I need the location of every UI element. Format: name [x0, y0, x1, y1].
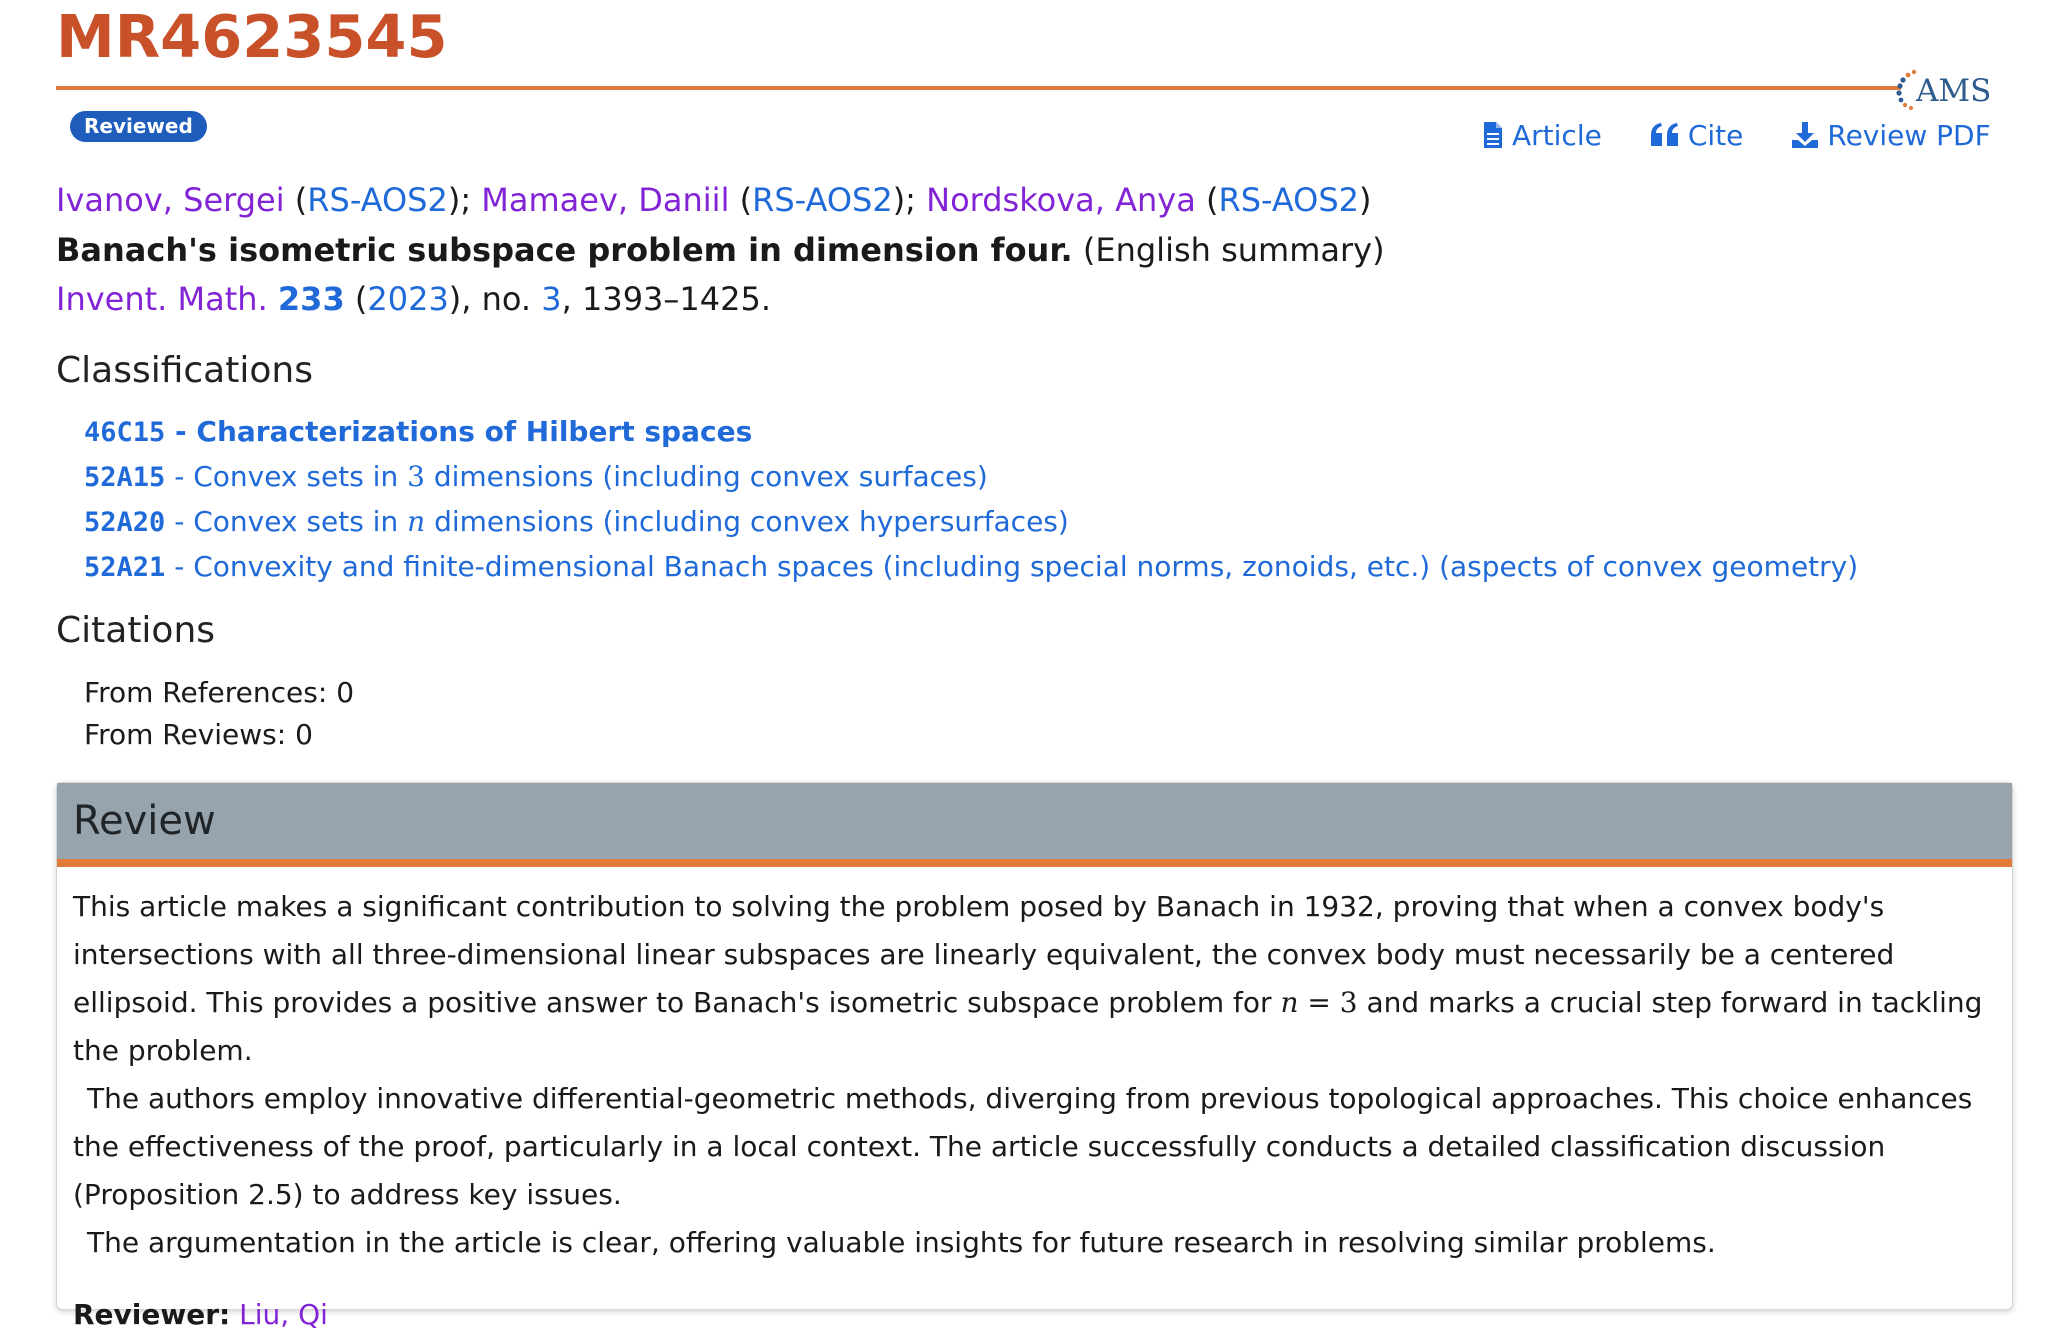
classification-item[interactable]	[84, 500, 1858, 545]
author-link[interactable]: Ivanov, Sergei	[56, 181, 285, 219]
from-reviews: From Reviews: 0	[84, 718, 313, 751]
author-list: Ivanov, Sergei (RS-AOS2); Mamaev, Daniil (RS-AOS2); Nordskova, Anya (RS-AOS2)	[56, 181, 1372, 219]
issue-link[interactable]: 3	[541, 280, 562, 318]
author-link[interactable]: Mamaev, Daniil	[481, 181, 730, 219]
msc-description-rest: dimensions (including convex surfaces)	[433, 460, 988, 493]
paper-title-line	[56, 231, 1385, 269]
page-range: 1393–1425.	[581, 280, 772, 318]
msc-description-rest: dimensions (including convex hypersurfaces)	[434, 505, 1069, 538]
reviewer-label: Reviewer:	[73, 1298, 231, 1331]
file-icon	[1482, 121, 1504, 149]
institution-link[interactable]: RS-AOS2	[1218, 181, 1360, 219]
msc-code: 46C15	[84, 417, 166, 448]
msc-code: 52A15	[84, 462, 166, 493]
ams-logo-text: AMS	[1916, 73, 1992, 109]
math-symbol: 3	[407, 460, 425, 493]
review-pdf-button-label: Review PDF	[1827, 118, 1991, 152]
reviewer-link[interactable]: Liu, Qi	[239, 1298, 328, 1331]
article-button[interactable]	[1482, 115, 1602, 155]
mr-number: MR4623545	[56, 2, 448, 71]
cite-button-label: Cite	[1687, 118, 1744, 152]
year-link[interactable]: 2023	[367, 280, 449, 318]
msc-code: 52A20	[84, 507, 166, 538]
quote-icon	[1650, 122, 1680, 148]
classification-list	[84, 410, 1858, 590]
review-body	[57, 867, 2012, 1339]
review-paragraph: The authors employ innovative differential-geometric methods, diverging from previous topological approaches. This choice enhances the effectiveness of the proof, particularly in a local context. The article successfully conducts a detailed classification discussion (Proposition 2.5) to address key issues.	[73, 1082, 1973, 1211]
review-pdf-button[interactable]	[1791, 115, 1990, 155]
review-panel	[56, 782, 2013, 1331]
msc-description: - Convexity and finite-dimensional Banach spaces (including special norms, zonoids, etc.) (aspects of convex geometry)	[174, 550, 1859, 583]
classifications-heading: Classifications	[56, 350, 313, 391]
msc-description: - Convex sets in	[174, 505, 399, 538]
paper-title-note: (English summary)	[1082, 231, 1385, 269]
article-button-label: Article	[1512, 118, 1602, 152]
cite-button[interactable]	[1650, 115, 1744, 155]
review-heading: Review	[57, 783, 2012, 867]
header-rule	[56, 86, 1901, 90]
citation-counts	[84, 672, 354, 756]
issue-label: no.	[481, 280, 532, 318]
review-paragraph: This article makes a significant contribution to solving the problem posed by Banach in 1932, proving that when a convex body's intersections with all three-dimensional linear subspaces are linearly equivalent, the convex body must necessarily be a centered ellipsoid. This provides a positive answer to Banach's isometric subspace problem for n = 3 and marks a crucial step forward in tackling the problem.	[73, 890, 1983, 1067]
math-symbol: n	[407, 505, 426, 538]
institution-link[interactable]: RS-AOS2	[307, 181, 448, 219]
msc-description: - Characterizations of Hilbert spaces	[175, 415, 753, 448]
author-link[interactable]: Nordskova, Anya	[926, 181, 1196, 219]
reviewer-line	[73, 1291, 1996, 1339]
journal-link[interactable]: Invent. Math.	[56, 280, 268, 318]
msc-code: 52A21	[84, 552, 166, 583]
classification-item[interactable]	[84, 410, 1858, 455]
volume-link[interactable]: 233	[277, 280, 345, 318]
classification-item[interactable]	[84, 545, 1858, 590]
download-icon	[1791, 121, 1819, 149]
msc-description: - Convex sets in	[174, 460, 399, 493]
from-references: From References: 0	[84, 676, 355, 709]
math-variable: n	[1280, 986, 1299, 1019]
citations-heading: Citations	[56, 610, 216, 651]
math-expression: = 3	[1307, 986, 1358, 1019]
ams-logo[interactable]	[1896, 66, 1992, 112]
reviewed-badge: Reviewed	[70, 111, 207, 142]
institution-link[interactable]: RS-AOS2	[752, 181, 893, 219]
review-paragraph: The argumentation in the article is clear, offering valuable insights for future research in resolving similar problems.	[87, 1226, 1716, 1259]
journal-citation: Invent. Math. 233 (2023), no. 3, 1393–1425.	[56, 280, 772, 318]
action-bar	[1482, 115, 1991, 155]
paper-title: Banach's isometric subspace problem in dimension four.	[56, 231, 1073, 269]
classification-item[interactable]	[84, 455, 1858, 500]
